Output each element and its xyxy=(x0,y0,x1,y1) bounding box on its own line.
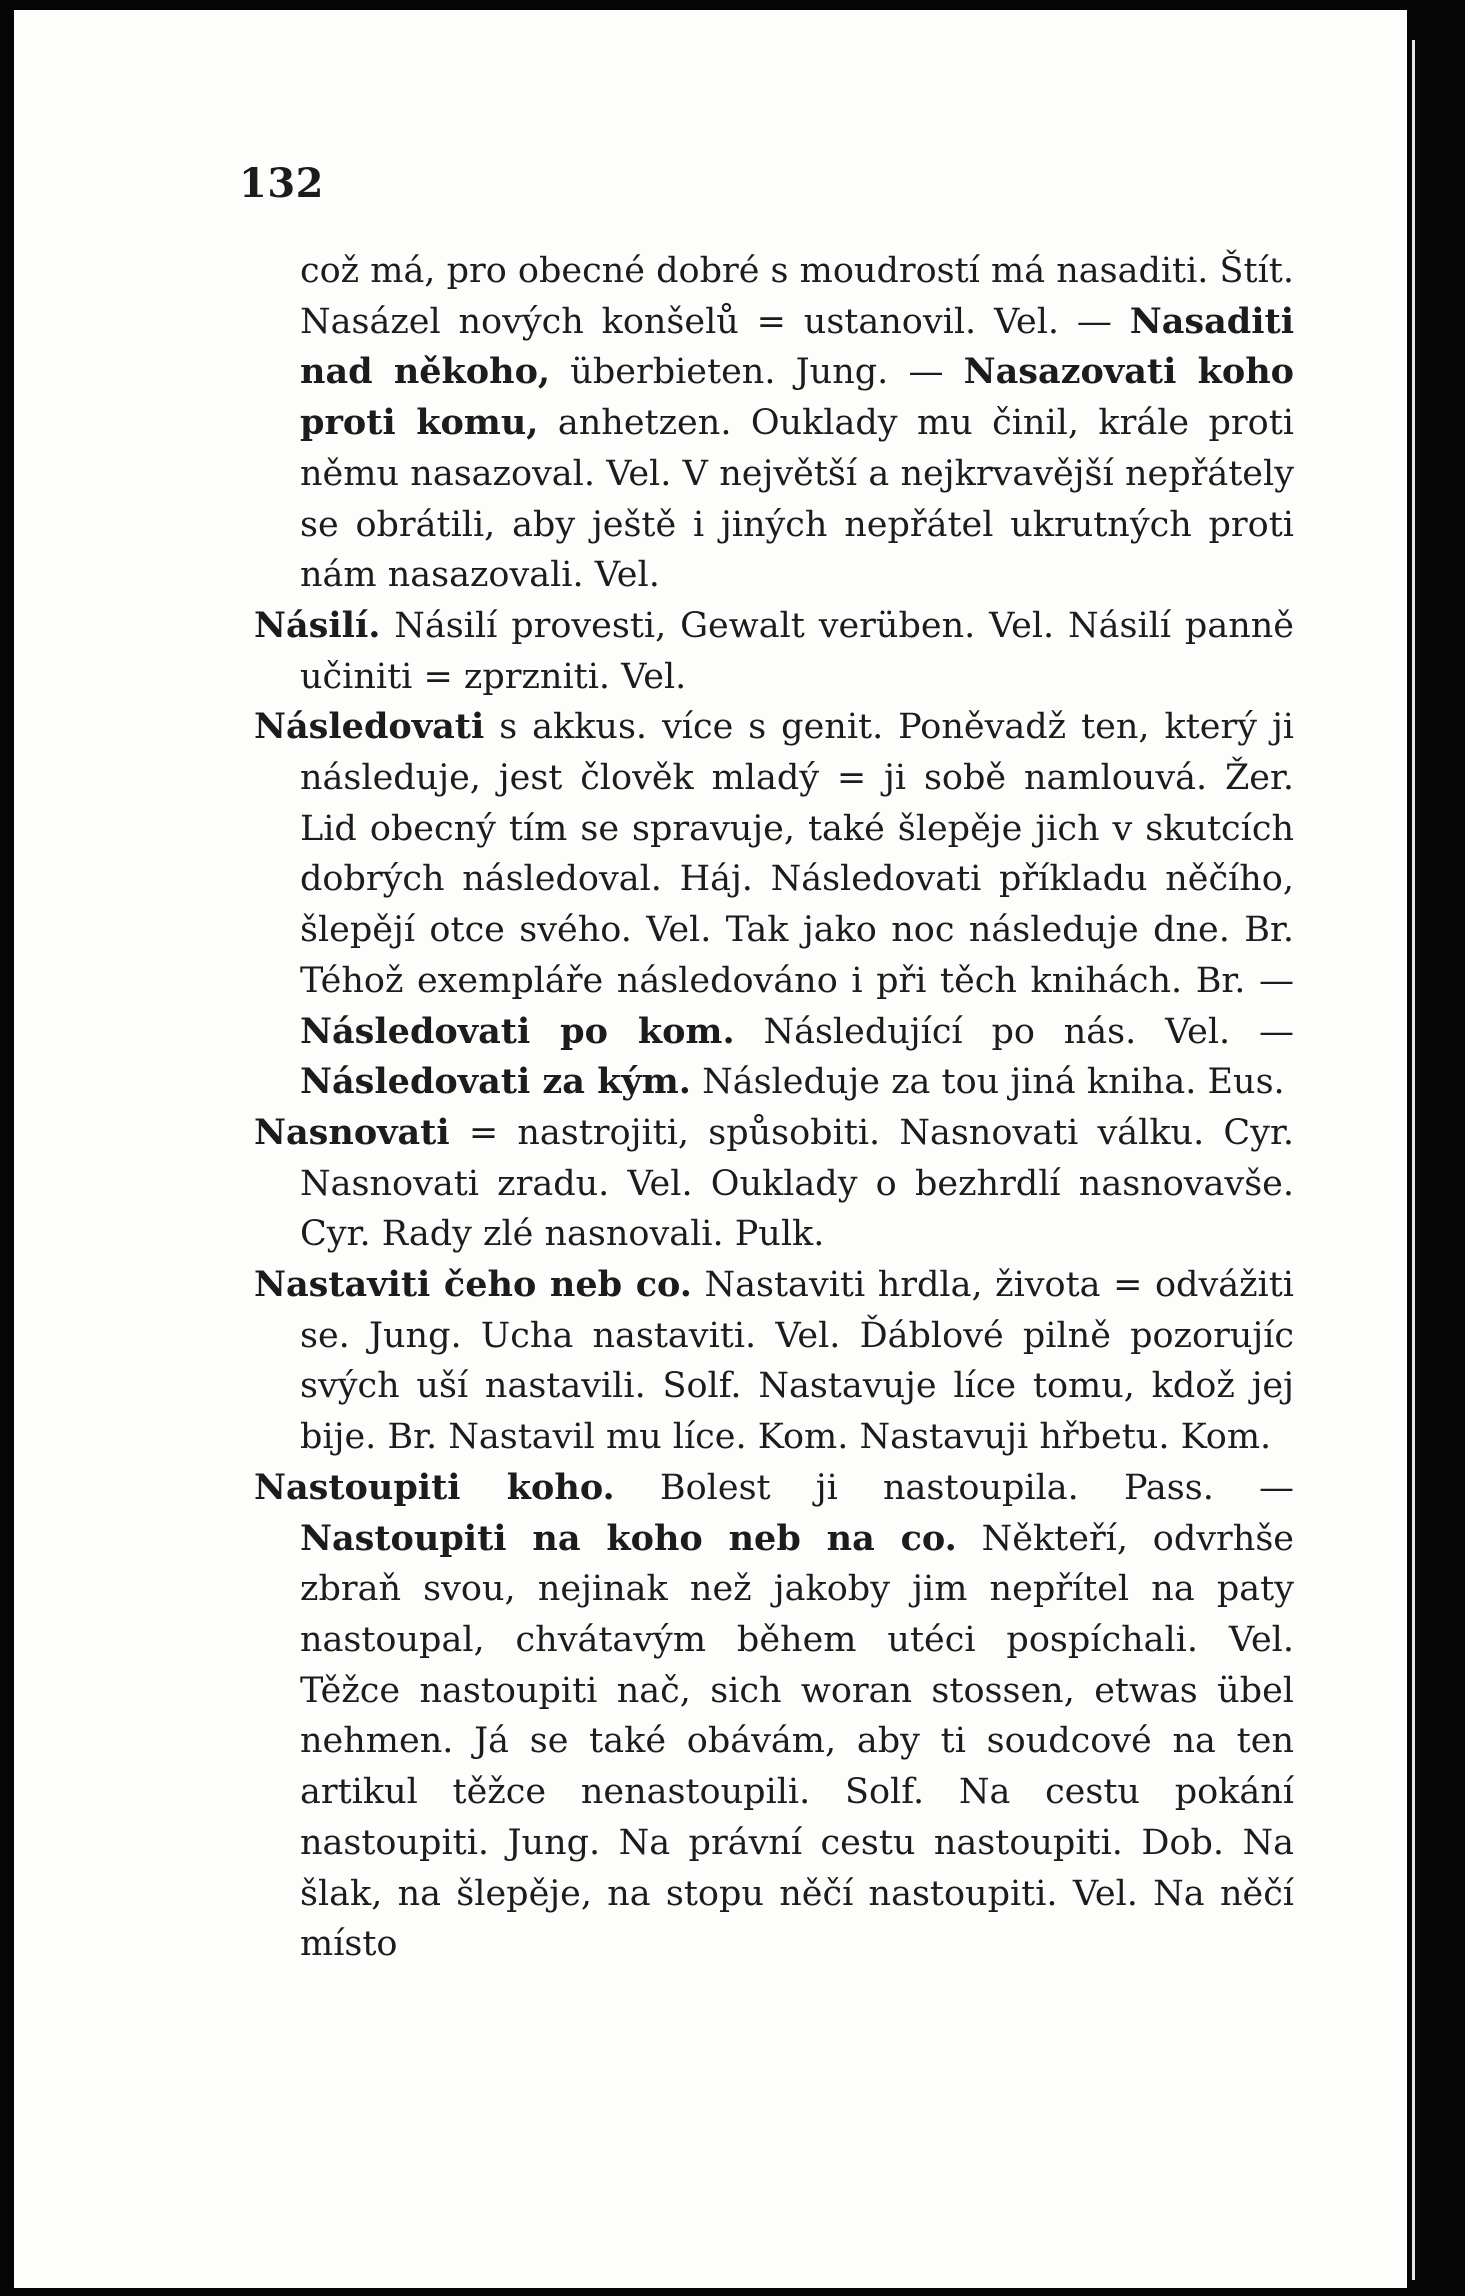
entry-text: Následující po nás. Vel. — xyxy=(734,1011,1294,1052)
headword: Následovati xyxy=(254,706,485,748)
dictionary-entry xyxy=(254,1260,1294,1463)
dictionary-entry xyxy=(254,1108,1294,1260)
headword: Nasnovati xyxy=(254,1111,450,1153)
entry-text: Bolest ji nastoupila. Pass. — xyxy=(614,1467,1294,1508)
entry-text: s akkus. více s genit. Poněvadž ten, který ji následuje, jest člověk mladý = ji sobě namlouvá. Žer. Lid obecný tím se spravuje, také šlepěje jich v skutcích dobrých následoval. Háj. Následovati příkladu něčího, šlepějí otce svého. Vel. Tak jako noc následuje dne. Br. Téhož exempláře následováno i při těch knihách. Br. — xyxy=(300,707,1294,1001)
dictionary-entry xyxy=(254,1463,1294,1970)
entry-text: anhetzen. Ouklady mu činil, krále proti němu nasazoval. Vel. V největší a nejkrvavější nepřátely se obrátili, aby ještě i jiných nepřátel ukrutných proti nám nasazovali. Vel. xyxy=(300,403,1294,596)
headword: Nastaviti čeho neb co. xyxy=(254,1264,692,1306)
headword: Nastoupiti koho. xyxy=(254,1466,615,1508)
dictionary-entry xyxy=(254,601,1294,702)
dictionary-entry xyxy=(254,702,1294,1108)
entry-text: Někteří, odvrhše zbraň svou, nejinak než jakoby jim nepřítel na paty nastoupal, chvátavým během utéci pospíchali. Vel. Těžce nastoupiti nač, sich woran stossen, etwas übel nehmen. Já se také obávám, aby ti soudcové na ten artikul těžce nenastoupili. Solf. Na cestu pokání nastoupiti. Jung. Na právní cestu nastoupiti. Dob. Na šlak, na šlepěje, na stopu něčí nastoupiti. Vel. Na něčí místo xyxy=(300,1518,1294,1965)
dictionary-entry xyxy=(254,246,1294,601)
headword: Nastoupiti na koho neb na co. xyxy=(300,1517,957,1559)
entry-text: überbieten. Jung. — xyxy=(550,352,964,393)
headword: Nasazovati koho proti komu, xyxy=(300,351,1294,444)
book-page xyxy=(14,10,1407,2288)
entry-text: Násilí provesti, Gewalt verüben. Vel. Násilí panně učiniti = zprzniti. Vel. xyxy=(300,605,1294,697)
entry-text: Nastaviti hrdla, života = odvážiti se. Jung. Ucha nastaviti. Vel. Ďáblové pilně pozorujíc svých uší nastavili. Solf. Nastavuje líce tomu, kdož jej bije. Br. Nastavil mu líce. Kom. Nastavuji hřbetu. Kom. xyxy=(300,1265,1294,1458)
headword: Následovati po kom. xyxy=(300,1010,735,1052)
dictionary-text xyxy=(254,246,1294,1970)
headword: Nasaditi nad někoho, xyxy=(300,300,1294,393)
headword: Násilí. xyxy=(254,604,381,646)
headword: Následovati za kým. xyxy=(300,1061,691,1103)
entry-text: Následuje za tou jiná kniha. Eus. xyxy=(690,1062,1285,1103)
page-number: 132 xyxy=(239,160,324,207)
entry-text: což má, pro obecné dobré s moudrostí má nasaditi. Štít. Nasázel nových konšelů = ustanovil. Vel. — xyxy=(300,251,1294,342)
entry-text: = nastrojiti, spůsobiti. Nasnovati válku. Cyr. Nasnovati zradu. Vel. Ouklady o bezhrdlí nasnovavše. Cyr. Rady zlé nasnovali. Pulk. xyxy=(300,1112,1294,1255)
scan-edge-line xyxy=(1412,40,1415,2280)
